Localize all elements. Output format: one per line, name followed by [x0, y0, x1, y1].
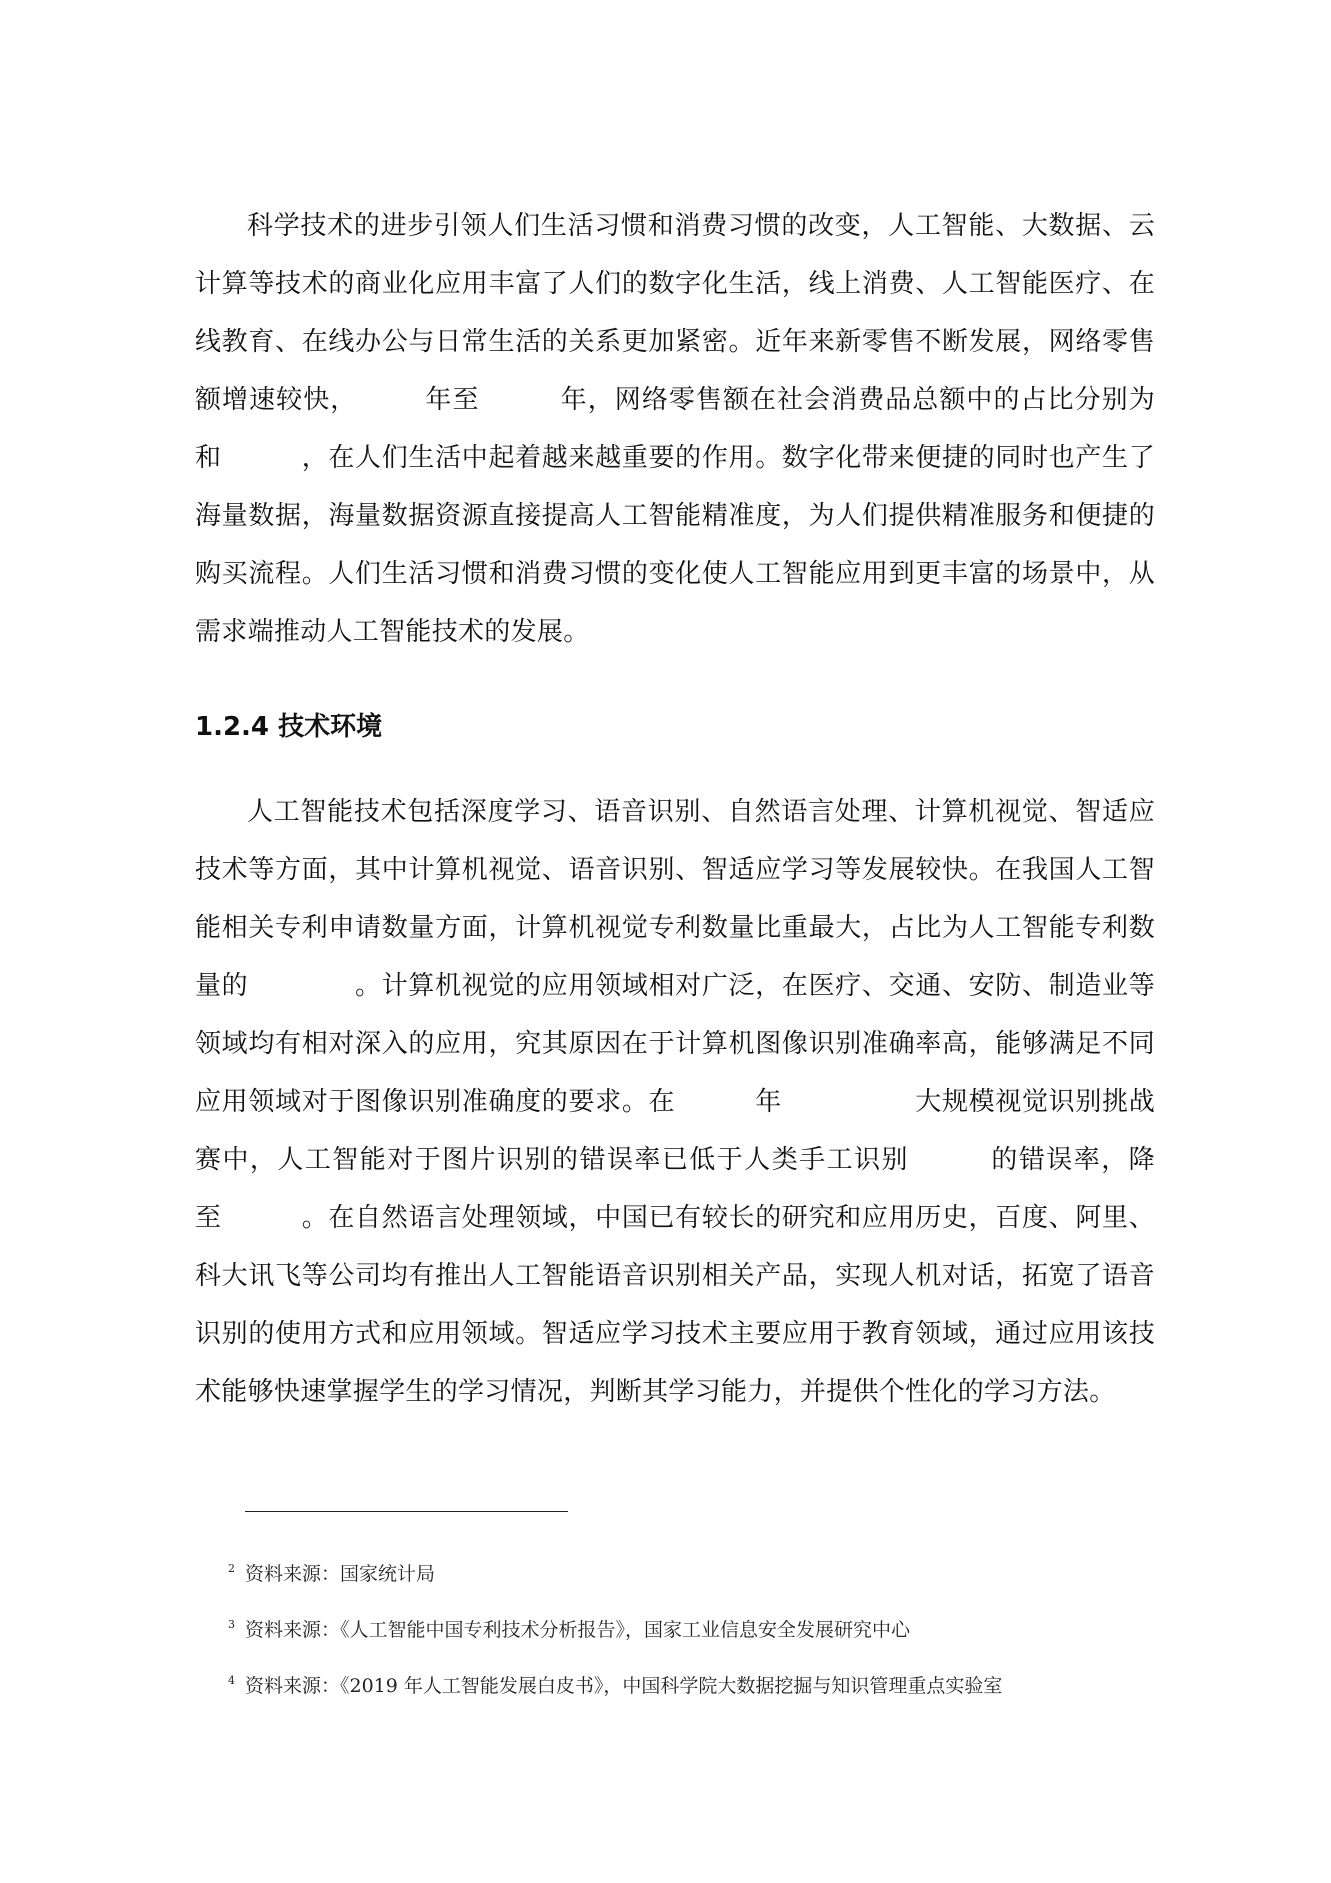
- footnote-marker: 4: [228, 1674, 235, 1687]
- footnote-text: 资料来源：国家统计局: [245, 1563, 436, 1585]
- footnote-text: 资料来源：《人工智能中国专利技术分析报告》，国家工业信息安全发展研究中心: [245, 1619, 911, 1641]
- footnote-marker: 2: [228, 1562, 235, 1575]
- footnote-marker: 3: [228, 1618, 235, 1631]
- footnote-3: [228, 1612, 910, 1643]
- footnote-text: 资料来源：《2019 年人工智能发展白皮书》，中国科学院大数据挖掘与知识管理重点实验室: [245, 1675, 1003, 1697]
- footnote-separator: [245, 1511, 568, 1512]
- footnote-2: [228, 1556, 435, 1587]
- section-heading-technology-environment: 1.2.4 技术环境: [195, 712, 383, 742]
- technology-environment-paragraph: 人工智能技术包括深度学习、语音识别、自然语言处理、计算机视觉、智适应技术等方面，其中计算机视觉、语音识别、智适应学习等发展较快。在我国人工智能相关专利申请数量方面，计算机视觉专利数量比重最大，占比为人工智能专利数量的 。计算机视觉的应用领域相对广泛，在医疗、交通、安防、制造业等领域均有相对深入的应用，究其原因在于计算机图像识别准确率高，能够满足不同应用领域对于图像识别准确度的要求。在 年 大规模视觉识别挑战赛中，人工智能对于图片识别的错误率已低于人类手工识别 的错误率，降至 。在自然语言处理领域，中国已有较长的研究和应用历史，百度、阿里、科大讯飞等公司均有推出人工智能语音识别相关产品，实现人机对话，拓宽了语音识别的使用方式和应用领域。智适应学习技术主要应用于教育领域，通过应用该技术能够快速掌握学生的学习情况，判断其学习能力，并提供个性化的学习方法。: [195, 797, 1155, 1407]
- footnote-4: [228, 1668, 1002, 1699]
- social-environment-paragraph: 科学技术的进步引领人们生活习惯和消费习惯的改变，人工智能、大数据、云计算等技术的商业化应用丰富了人们的数字化生活，线上消费、人工智能医疗、在线教育、在线办公与日常生活的关系更加紧密。近年来新零售不断发展，网络零售额增速较快， 年至 年，网络零售额在社会消费品总额中的占比分别为 和 ，在人们生活中起着越来越重要的作用。数字化带来便捷的同时也产生了海量数据，海量数据资源直接提高人工智能精准度，为人们提供精准服务和便捷的购买流程。人们生活习惯和消费习惯的变化使人工智能应用到更丰富的场景中，从需求端推动人工智能技术的发展。: [195, 211, 1234, 647]
